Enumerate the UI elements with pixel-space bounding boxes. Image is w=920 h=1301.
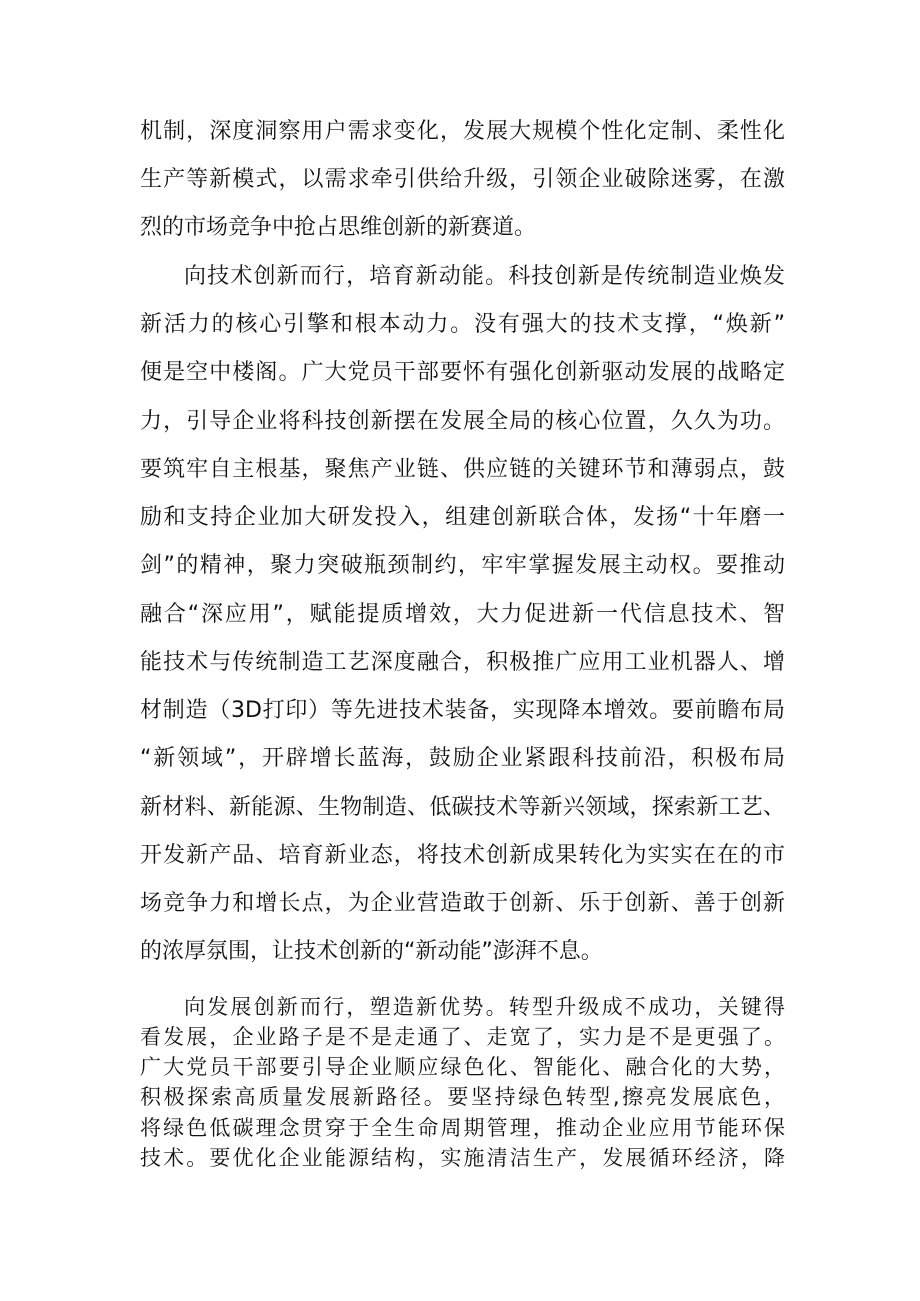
paragraph-2-line-3: 便是空中楼阁。广大党员干部要怀有强化创新驱动发展的战略定 <box>140 360 785 385</box>
paragraph-3-line-4: 积极探索高质量发展新路径。要坚持绿色转型,擦亮发展底色， <box>140 1085 785 1109</box>
paragraph-1-line-2: 生产等新模式，以需求牵引供给升级，引领企业破除迷雾，在激 <box>140 167 785 192</box>
paragraph-3-line-1: 向发展创新而行，塑造新优势。转型升级成不成功，关键得 <box>184 995 785 1019</box>
paragraph-2-line-6: 励和支持企业加大研发投入，组建创新联合体，发扬“十年磨一 <box>140 505 785 530</box>
paragraph-2-line-11: “新领域”，开辟增长蓝海，鼓励企业紧跟科技前沿，积极布局 <box>140 746 785 771</box>
paragraph-2-line-14: 场竞争力和增长点，为企业营造敢于创新、乐于创新、善于创新 <box>140 891 785 916</box>
paragraph-2-line-9: 能技术与传统制造工艺深度融合，积极推广应用工业机器人、增 <box>140 650 785 675</box>
paragraph-3-line-6: 技术。要优化企业能源结构，实施清洁生产，发展循环经济，降 <box>140 1146 785 1170</box>
paragraph-2-line-8: 融合“深应用”，赋能提质增效，大力促进新一代信息技术、智 <box>140 602 785 627</box>
paragraph-2-line-1: 向技术创新而行，培育新动能。科技创新是传统制造业焕发 <box>184 264 785 289</box>
paragraph-2-line-5: 要筑牢自主根基，聚焦产业链、供应链的关键环节和薄弱点，鼓 <box>140 457 785 482</box>
paragraph-3-line-3: 广大党员干部要引导企业顺应绿色化、智能化、融合化的大势， <box>140 1055 785 1079</box>
paragraph-2-line-13: 开发新产品、培育新业态，将技术创新成果转化为实实在在的市 <box>140 843 785 868</box>
paragraph-2-line-15: 的浓厚氛围，让技术创新的“新动能”澎湃不息。 <box>140 939 603 964</box>
paragraph-3-line-5: 将绿色低碳理念贯穿于全生命周期管理，推动企业应用节能环保 <box>140 1116 785 1140</box>
paragraph-3-line-2: 看发展，企业路子是不是走通了、走宽了，实力是不是更强了。 <box>140 1025 785 1049</box>
paragraph-2-line-7: 剑”的精神，聚力突破瓶颈制约，牢牢掌握发展主动权。要推动 <box>140 553 785 578</box>
paragraph-2-line-12: 新材料、新能源、生物制造、低碳技术等新兴领域，探索新工艺、 <box>140 795 785 820</box>
paragraph-2-line-2: 新活力的核心引擎和根本动力。没有强大的技术支撑，“焕新” <box>140 312 785 337</box>
paragraph-2-line-10: 材制造（3D打印）等先进技术装备，实现降本增效。要前瞻布局 <box>140 698 785 723</box>
paragraph-1-line-1: 机制，深度洞察用户需求变化，发展大规模个性化定制、柔性化 <box>140 119 785 144</box>
paragraph-2-line-4: 力，引导企业将科技创新摆在发展全局的核心位置，久久为功。 <box>140 409 785 434</box>
paragraph-1-line-3: 烈的市场竞争中抢占思维创新的新赛道。 <box>140 215 537 240</box>
